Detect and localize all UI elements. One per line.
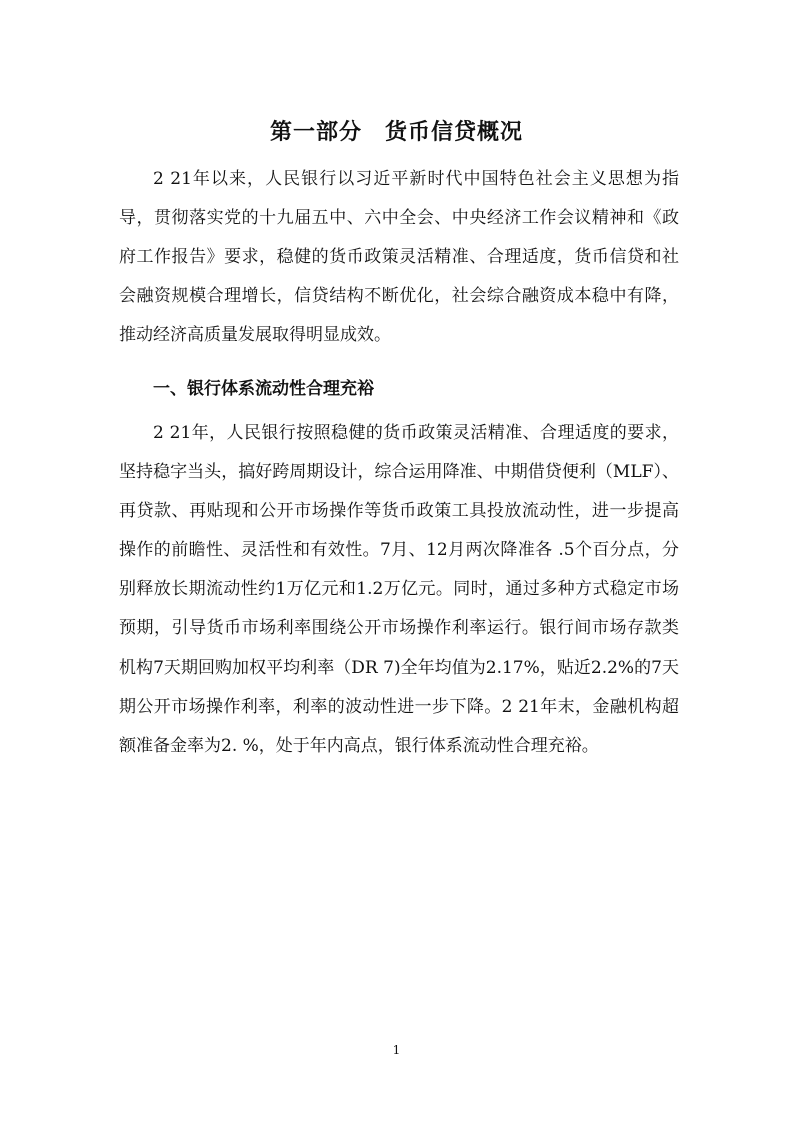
liquidity-paragraph: 2 21年，人民银行按照稳健的货币政策灵活精准、合理适度的要求，坚持稳字当头，搞好跨周期设计，综合运用降准、中期借贷便利（MLF）、再贷款、再贴现和公开市场操作等货币政策工具投放流动性，进一步提高操作的前瞻性、灵活性和有效性。7月、12月两次降准各 .5个百分点，分别释放长期流动性约1万亿元和1.2万亿元。同时，通过多种方式稳定市场预期，引导货币市场利率围绕公开市场操作利率运行。银行间市场存款类机构7天期回购加权平均利率（DR 7)全年均值为2.17%，贴近2.2%的7天期公开市场操作利率，利率的波动性进一步下降。2 21年末，金融机构超额准备金率为2. %，处于年内高点，银行体系流动性合理充裕。 [119, 423, 679, 756]
section-heading-liquidity: 一、银行体系流动性合理充裕 [153, 379, 374, 399]
intro-paragraph: 2 21年以来，人民银行以习近平新时代中国特色社会主义思想为指导，贯彻落实党的十九届五中、六中全会、中央经济工作会议精神和《政府工作报告》要求，稳健的货币政策灵活精准、合理适度，货币信贷和社会融资规模合理增长，信贷结构不断优化，社会综合融资成本稳中有降，推动经济高质量发展取得明显成效。 [119, 169, 679, 346]
page-title: 第一部分 货币信贷概况 [269, 119, 523, 145]
page-number: 1 [392, 1043, 401, 1057]
